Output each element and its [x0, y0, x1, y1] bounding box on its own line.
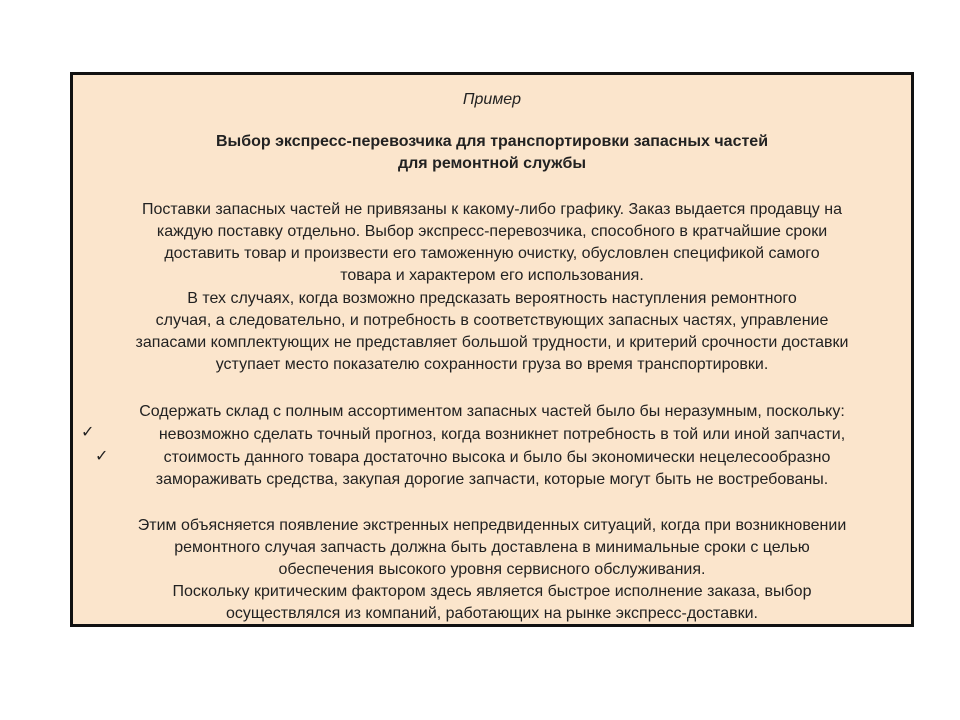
checkmark-icon: ✓ [95, 448, 109, 465]
text-box [70, 72, 914, 627]
title-line-1: Выбор экспресс-перевозчика для транспортировки запасных частей [215, 133, 769, 150]
paragraph2-line-1: В тех случаях, когда возможно предсказать вероятность наступления ремонтного [187, 290, 797, 307]
paragraph5-line-2: осуществлялся из компаний, работающих на рынке экспресс-доставки. [226, 605, 758, 622]
paragraph5-line-1: Поскольку критическим фактором здесь является быстрое исполнение заказа, выбор [172, 583, 812, 600]
title-line-2: для ремонтной службы [397, 155, 586, 172]
paragraph4-line-3: обеспечения высокого уровня сервисного обслуживания. [278, 561, 706, 578]
example-label: Пример [462, 91, 522, 108]
paragraph3-intro: Содержать склад с полным ассортиментом запасных частей было бы неразумным, поскольку: [139, 403, 845, 420]
bullet-2-continued: замораживать средства, закупая дорогие запчасти, которые могут быть не востребованы. [155, 471, 829, 488]
paragraph2-line-2: случая, а следовательно, и потребность в соответствующих запасных частях, управление [155, 312, 829, 329]
checkmark-icon: ✓ [81, 424, 95, 441]
paragraph2-line-4: уступает место показателю сохранности груза во время транспортировки. [215, 356, 769, 373]
paragraph1-line-1: Поставки запасных частей не привязаны к какому-либо графику. Заказ выдается продавцу на [142, 201, 842, 218]
paragraph4-line-1: Этим объясняется появление экстренных непредвиденных ситуаций, когда при возникновении [137, 517, 847, 534]
paragraph2-line-3: запасами комплектующих не представляет большой трудности, и критерий срочности доставки [135, 334, 849, 351]
paragraph1-line-3: доставить товар и произвести его таможенную очистку, обусловлен спецификой самого [164, 245, 820, 262]
paragraph4-line-2: ремонтного случая запчасть должна быть доставлена в минимальные сроки с целью [174, 539, 810, 556]
paragraph1-line-2: каждую поставку отдельно. Выбор экспресс-перевозчика, способного в кратчайшие сроки [156, 223, 828, 240]
paragraph1-line-4: товара и характером его использования. [340, 267, 644, 284]
bullet-2: стоимость данного товара достаточно высока и было бы экономически нецелесообразно [163, 449, 831, 466]
bullet-1: невозможно сделать точный прогноз, когда возникнет потребность в той или иной запчасти, [158, 426, 846, 443]
